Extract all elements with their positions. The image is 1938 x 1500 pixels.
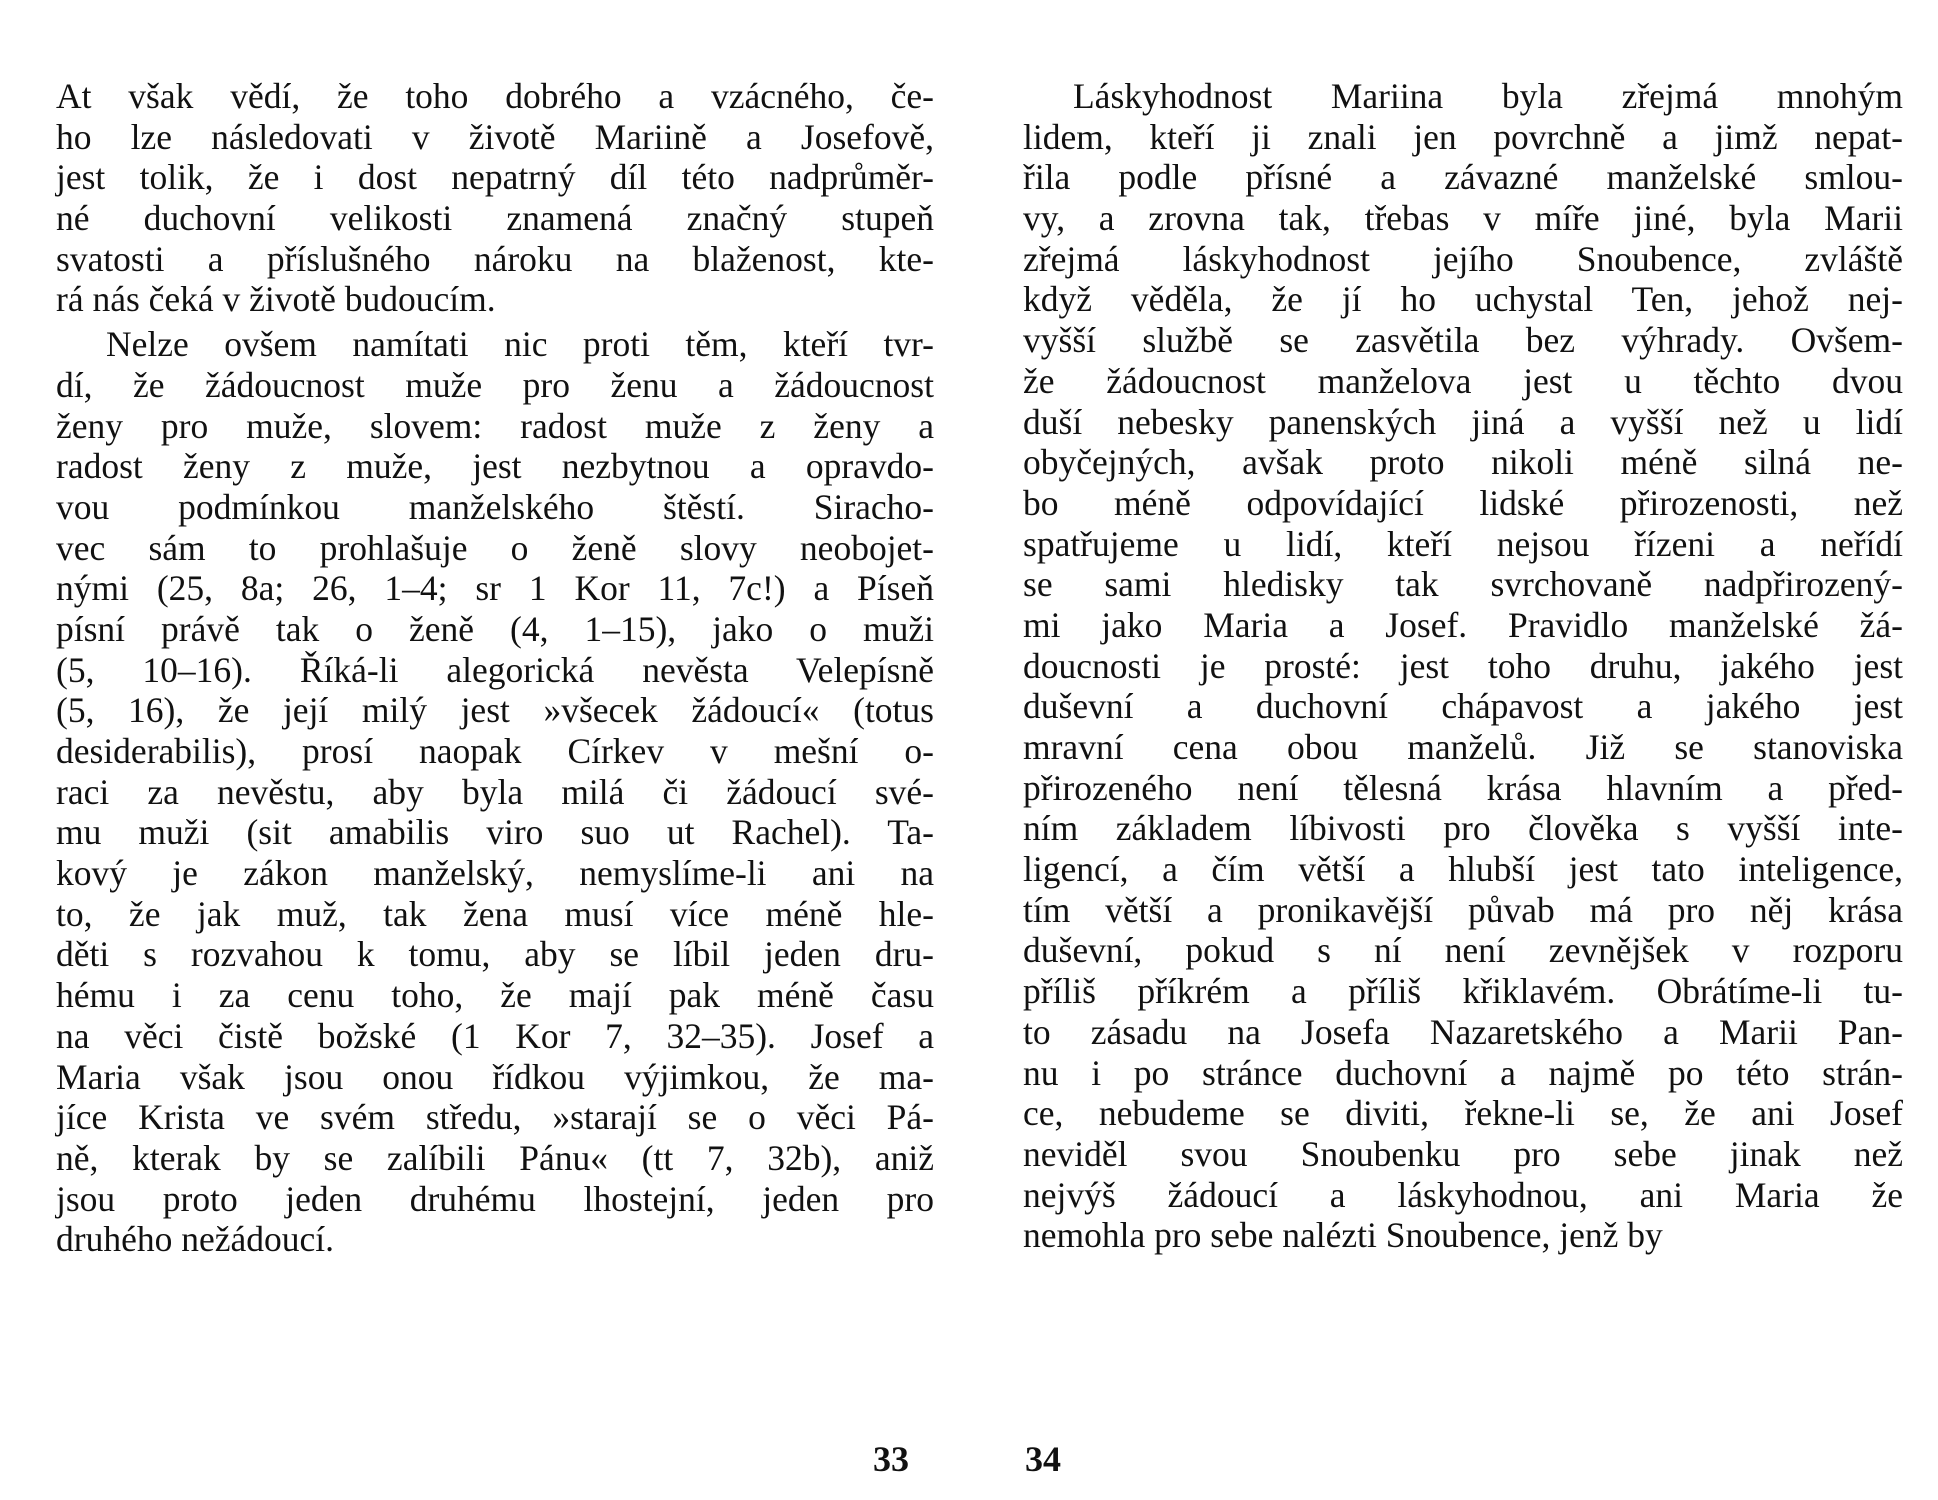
text-line: raci za nevěstu, aby byla milá či žádoucí své-: [56, 771, 934, 812]
text-line: že žádoucnost manželova jest u těchto dvou: [1023, 360, 1903, 401]
text-line: Maria však jsou onou řídkou výjimkou, že ma-: [56, 1056, 934, 1097]
text-line: nemohla pro sebe nalézti Snoubence, jenž by: [1023, 1215, 1663, 1256]
paragraph: [56, 324, 934, 1260]
text-line: neviděl svou Snoubenku pro sebe jinak než: [1023, 1133, 1903, 1174]
text-line: ženy pro muže, slovem: radost muže z ženy a: [56, 405, 934, 446]
right-page: [969, 0, 1938, 1500]
text-line: nými (25, 8a; 26, 1–4; sr 1 Kor 11, 7c!) a Píseň: [56, 568, 934, 609]
text-line: to zásadu na Josefa Nazaretského a Marii Pan-: [1023, 1011, 1903, 1052]
text-line: jsou proto jeden druhému lhostejní, jeden pro: [56, 1178, 934, 1219]
text-line: duší nebesky panenských jiná a vyšší než u lidí: [1023, 401, 1903, 442]
text-line: At však vědí, že toho dobrého a vzácného, če-: [56, 76, 934, 116]
paragraph: [1023, 76, 1903, 1256]
text-line: radost ženy z muže, jest nezbytnou a opravdo-: [56, 446, 934, 487]
text-line: když věděla, že jí ho uchystal Ten, jehož nej-: [1023, 279, 1903, 320]
text-line: spatřujeme u lidí, kteří nejsou řízeni a neřídí: [1023, 523, 1903, 564]
text-line: vou podmínkou manželského štěstí. Siracho-: [56, 486, 934, 527]
text-line: mu muži (sit amabilis viro suo ut Rachel). Ta-: [56, 812, 934, 853]
text-line: zřejmá láskyhodnost jejího Snoubence, zvláště: [1023, 238, 1903, 279]
text-line: tím větší a pronikavější půvab má pro něj krása: [1023, 889, 1903, 930]
text-line: duševní, pokud s ní není zevnějšek v rozporu: [1023, 930, 1903, 971]
text-line: né duchovní velikosti znamená značný stupeň: [56, 198, 934, 239]
text-line: vec sám to prohlašuje o ženě slovy neobojet-: [56, 527, 934, 568]
text-line: příliš příkrém a příliš křiklavém. Obrátíme-li tu-: [1023, 971, 1903, 1012]
page-number: 33: [873, 1439, 909, 1479]
text-line: kový je zákon manželský, nemyslíme-li ani na: [56, 853, 934, 894]
text-line: vy, a zrovna tak, třebas v míře jiné, byla Marii: [1023, 198, 1903, 239]
text-line: nu i po stránce duchovní a najmě po této strán-: [1023, 1052, 1903, 1093]
text-line: svatosti a příslušného nároku na blaženost, kte-: [56, 238, 934, 279]
text-line: hému i za cenu toho, že mají pak méně času: [56, 975, 934, 1016]
text-line: se sami hledisky tak svrchovaně nadpřirozený-: [1023, 564, 1903, 605]
text-line: duševní a duchovní chápavost a jakého jest: [1023, 686, 1903, 727]
text-line: bo méně odpovídající lidské přirozenosti, než: [1023, 482, 1903, 523]
text-line: ho lze následovati v životě Mariině a Josefově,: [56, 116, 934, 157]
text-line: obyčejných, avšak proto nikoli méně silná ne-: [1023, 442, 1903, 483]
text-line: ligencí, a čím větší a hlubší jest tato inteligence,: [1023, 849, 1903, 890]
text-line: Láskyhodnost Mariina byla zřejmá mnohým: [1073, 76, 1903, 116]
text-line: (5, 16), že její milý jest »všecek žádoucí« (totus: [56, 690, 934, 731]
text-line: jest tolik, že i dost nepatrný díl této nadprůměr-: [56, 157, 934, 198]
text-line: doucnosti je prosté: jest toho druhu, jakého jest: [1023, 645, 1903, 686]
text-line: přirozeného není tělesná krása hlavním a před-: [1023, 767, 1903, 808]
text-line: to, že jak muž, tak žena musí více méně hle-: [56, 893, 934, 934]
page-number: 34: [1025, 1439, 1061, 1479]
text-line: mi jako Maria a Josef. Pravidlo manželské žá-: [1023, 604, 1903, 645]
text-line: lidem, kteří ji znali jen povrchně a jimž nepat-: [1023, 116, 1903, 157]
text-line: ně, kterak by se zalíbili Pánu« (tt 7, 32b), aniž: [56, 1137, 934, 1178]
text-line: písní právě tak o ženě (4, 1–15), jako o muži: [56, 608, 934, 649]
text-line: vyšší službě se zasvětila bez výhrady. Ovšem-: [1023, 320, 1903, 361]
text-line: desiderabilis), prosí naopak Církev v mešní o-: [56, 731, 934, 771]
text-line: dí, že žádoucnost muže pro ženu a žádoucnost: [56, 364, 934, 405]
text-line: rá nás čeká v životě budoucím.: [56, 279, 496, 320]
text-line: ním základem líbivosti pro člověka s vyšší inte-: [1023, 808, 1903, 849]
text-line: druhého nežádoucí.: [56, 1219, 334, 1260]
right-text-column: [1023, 76, 1903, 1256]
text-line: děti s rozvahou k tomu, aby se líbil jeden dru-: [56, 934, 934, 975]
paragraph: [56, 76, 934, 320]
text-line: nejvýš žádoucí a láskyhodnou, ani Maria že: [1023, 1174, 1903, 1215]
text-line: jíce Krista ve svém středu, »starají se o věci Pá-: [56, 1097, 934, 1138]
text-line: Nelze ovšem namítati nic proti těm, kteří tvr-: [106, 324, 934, 365]
text-line: řila podle přísné a závazné manželské smlou-: [1023, 157, 1903, 198]
text-line: ce, nebudeme se diviti, řekne-li se, že ani Josef: [1023, 1093, 1903, 1134]
left-text-column: [56, 76, 934, 1260]
text-line: na věci čistě božské (1 Kor 7, 32–35). Josef a: [56, 1015, 934, 1056]
text-line: mravní cena obou manželů. Již se stanoviska: [1023, 727, 1903, 767]
text-line: (5, 10–16). Říká-li alegorická nevěsta Velepísně: [56, 649, 934, 690]
